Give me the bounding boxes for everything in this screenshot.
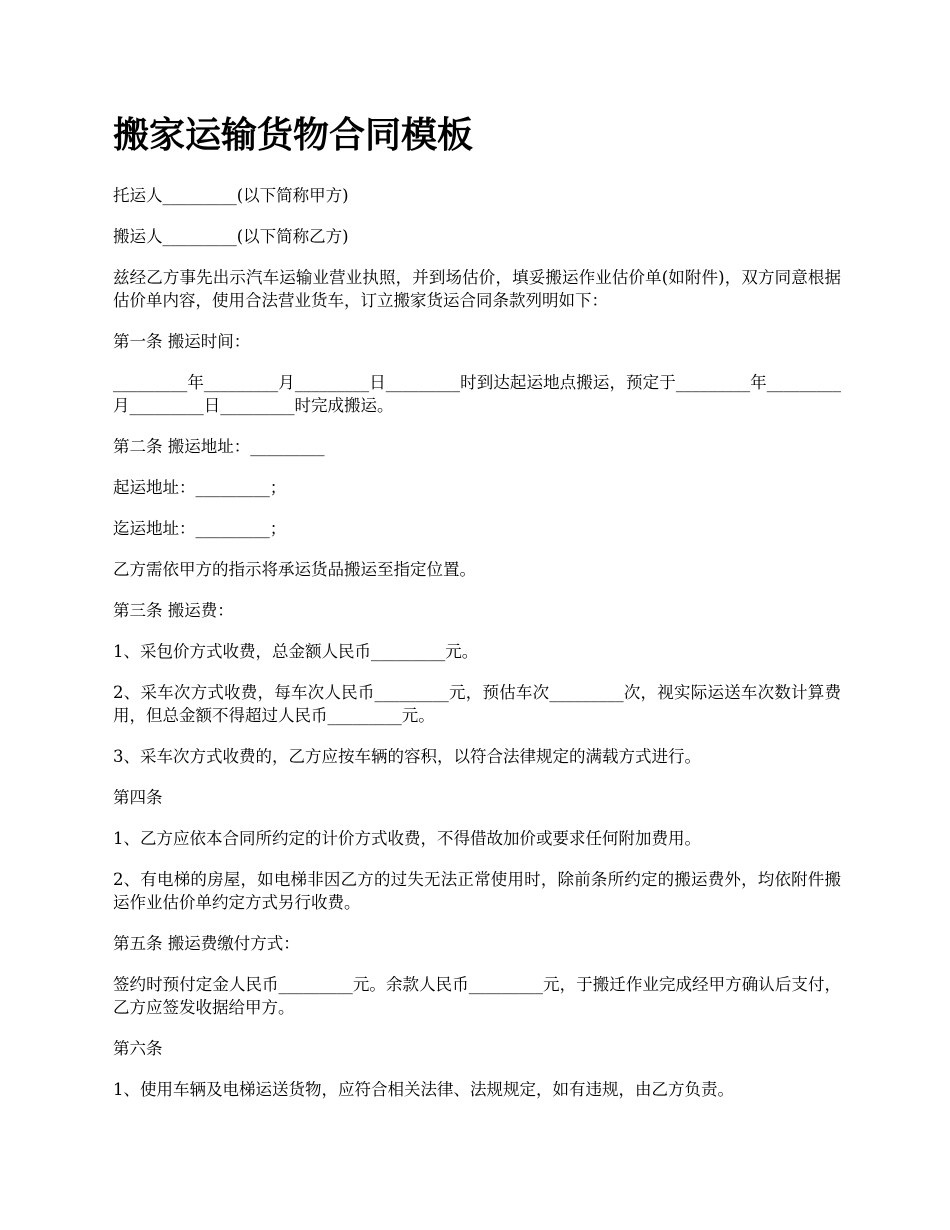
paragraph: 兹经乙方事先出示汽车运输业营业执照，并到场估价，填妥搬运作业估价单(如附件)，双方同意根据估价单内容，使用合法营业货车，订立搬家货运合同条款列明如下： xyxy=(113,268,841,310)
paragraph: 1、采包价方式收费，总金额人民币_________元。 xyxy=(113,642,479,661)
paragraph: _________年_________月_________日_________时到达起运地点搬运，预定于_________年_________月_________日_________时完成搬运。 xyxy=(113,373,841,415)
paragraph: 第一条 搬运时间： xyxy=(113,332,251,351)
paragraph: 1、乙方应依本合同所约定的计价方式收费，不得借故加价或要求任何附加费用。 xyxy=(113,829,701,848)
paragraph: 托运人_________(以下简称甲方) xyxy=(113,186,349,205)
document-body xyxy=(113,184,841,1101)
paragraph: 签约时预付定金人民币_________元。余款人民币_________元，于搬迁作业完成经甲方确认后支付，乙方应签发收据给甲方。 xyxy=(113,975,841,1017)
paragraph: 第六条 xyxy=(113,1039,163,1058)
paragraph: 迄运地址：_________； xyxy=(113,519,287,538)
paragraph: 2、采车次方式收费，每车次人民币_________元，预估车次_________次，视实际运送车次数计算费用，但总金额不得超过人民币_________元。 xyxy=(113,683,841,725)
paragraph: 1、使用车辆及电梯运送货物，应符合相关法律、法规规定，如有违规，由乙方负责。 xyxy=(113,1080,734,1099)
document-page xyxy=(113,112,841,1119)
paragraph: 搬运人_________(以下简称乙方) xyxy=(113,227,349,246)
paragraph: 第三条 搬运费： xyxy=(113,601,234,620)
paragraph: 起运地址：_________； xyxy=(113,478,287,497)
document-title: 搬家运输货物合同模板 xyxy=(113,115,474,156)
paragraph: 乙方需依甲方的指示将承运货品搬运至指定位置。 xyxy=(113,560,476,579)
paragraph: 第五条 搬运费缴付方式： xyxy=(113,934,300,953)
paragraph: 2、有电梯的房屋，如电梯非因乙方的过失无法正常使用时，除前条所约定的搬运费外，均依附件搬运作业估价单约定方式另行收费。 xyxy=(113,870,841,912)
paragraph: 第四条 xyxy=(113,788,163,807)
paragraph: 3、采车次方式收费的，乙方应按车辆的容积，以符合法律规定的满载方式进行。 xyxy=(113,747,701,766)
paragraph: 第二条 搬运地址：_________ xyxy=(113,437,325,456)
